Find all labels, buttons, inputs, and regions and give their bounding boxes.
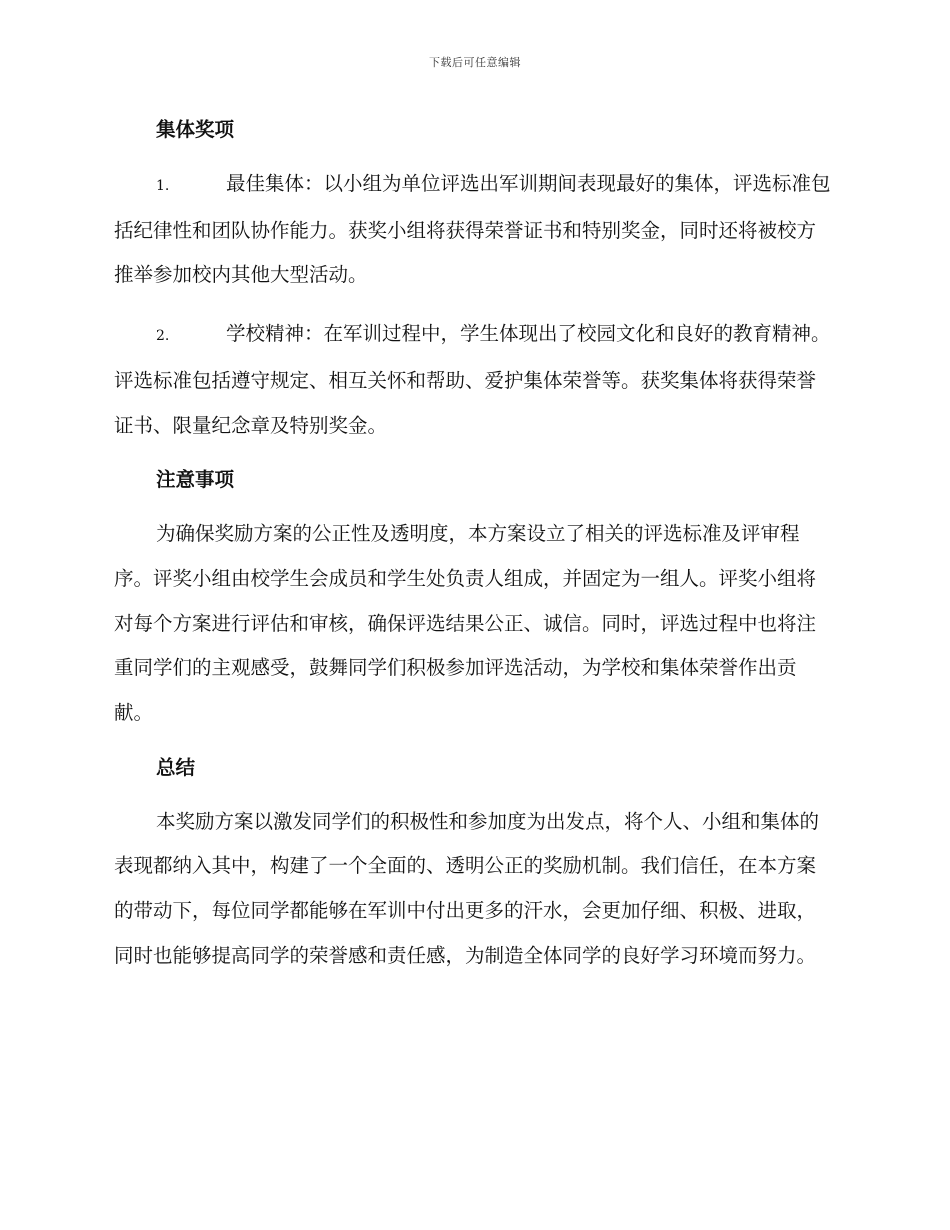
list-item-school-spirit	[114, 312, 834, 448]
list-item-number: 1.	[156, 178, 170, 194]
list-item-number: 2.	[156, 328, 170, 345]
section-title-collective-awards: 集体奖项	[156, 118, 235, 141]
list-item-text: 学校精神：在军训过程中，学生体现出了校园文化和良好的教育精神。评选标准包括遵守规定、相互关怀和帮助、爱护集体荣誉等。获奖集体将获得荣誉证书、限量纪念章及特别奖金。	[114, 322, 831, 437]
list-item-text: 最佳集体：以小组为单位评选出军训期间表现最好的集体，评选标准包括纪律性和团队协作能力。获奖小组将获得荣誉证书和特别奖金，同时还将被校方推举参加校内其他大型活动。	[114, 172, 831, 287]
document-body	[114, 110, 834, 979]
summary-paragraph: 本奖励方案以激发同学们的积极性和参加度为出发点，将个人、小组和集体的表现都纳入其中，构建了一个全面的、透明公正的奖励机制。我们信任，在本方案的带动下，每位同学都能够在军训中付出更多的汗水，会更加仔细、积极、进取，同时也能够提高同学的荣誉感和责任感，为制造全体同学的良好学习环境而努力。	[114, 809, 820, 967]
section-title-summary: 总结	[156, 755, 196, 779]
notes-paragraph: 为确保奖励方案的公正性及透明度，本方案设立了相关的评选标准及评审程序。评奖小组由校学生会成员和学生处负责人组成，并固定为一组人。评奖小组将对每个方案进行评估和审核，确保评选结果公正、诚信。同时，评选过程中也将注重同学们的主观感受，鼓舞同学们积极参加评选活动，为学校和集体荣誉作出贡献。	[114, 522, 817, 725]
section-title-notes: 注意事项	[156, 468, 235, 492]
list-item-best-collective	[114, 162, 834, 298]
page-header-note: 下载后可任意编辑	[429, 56, 521, 69]
